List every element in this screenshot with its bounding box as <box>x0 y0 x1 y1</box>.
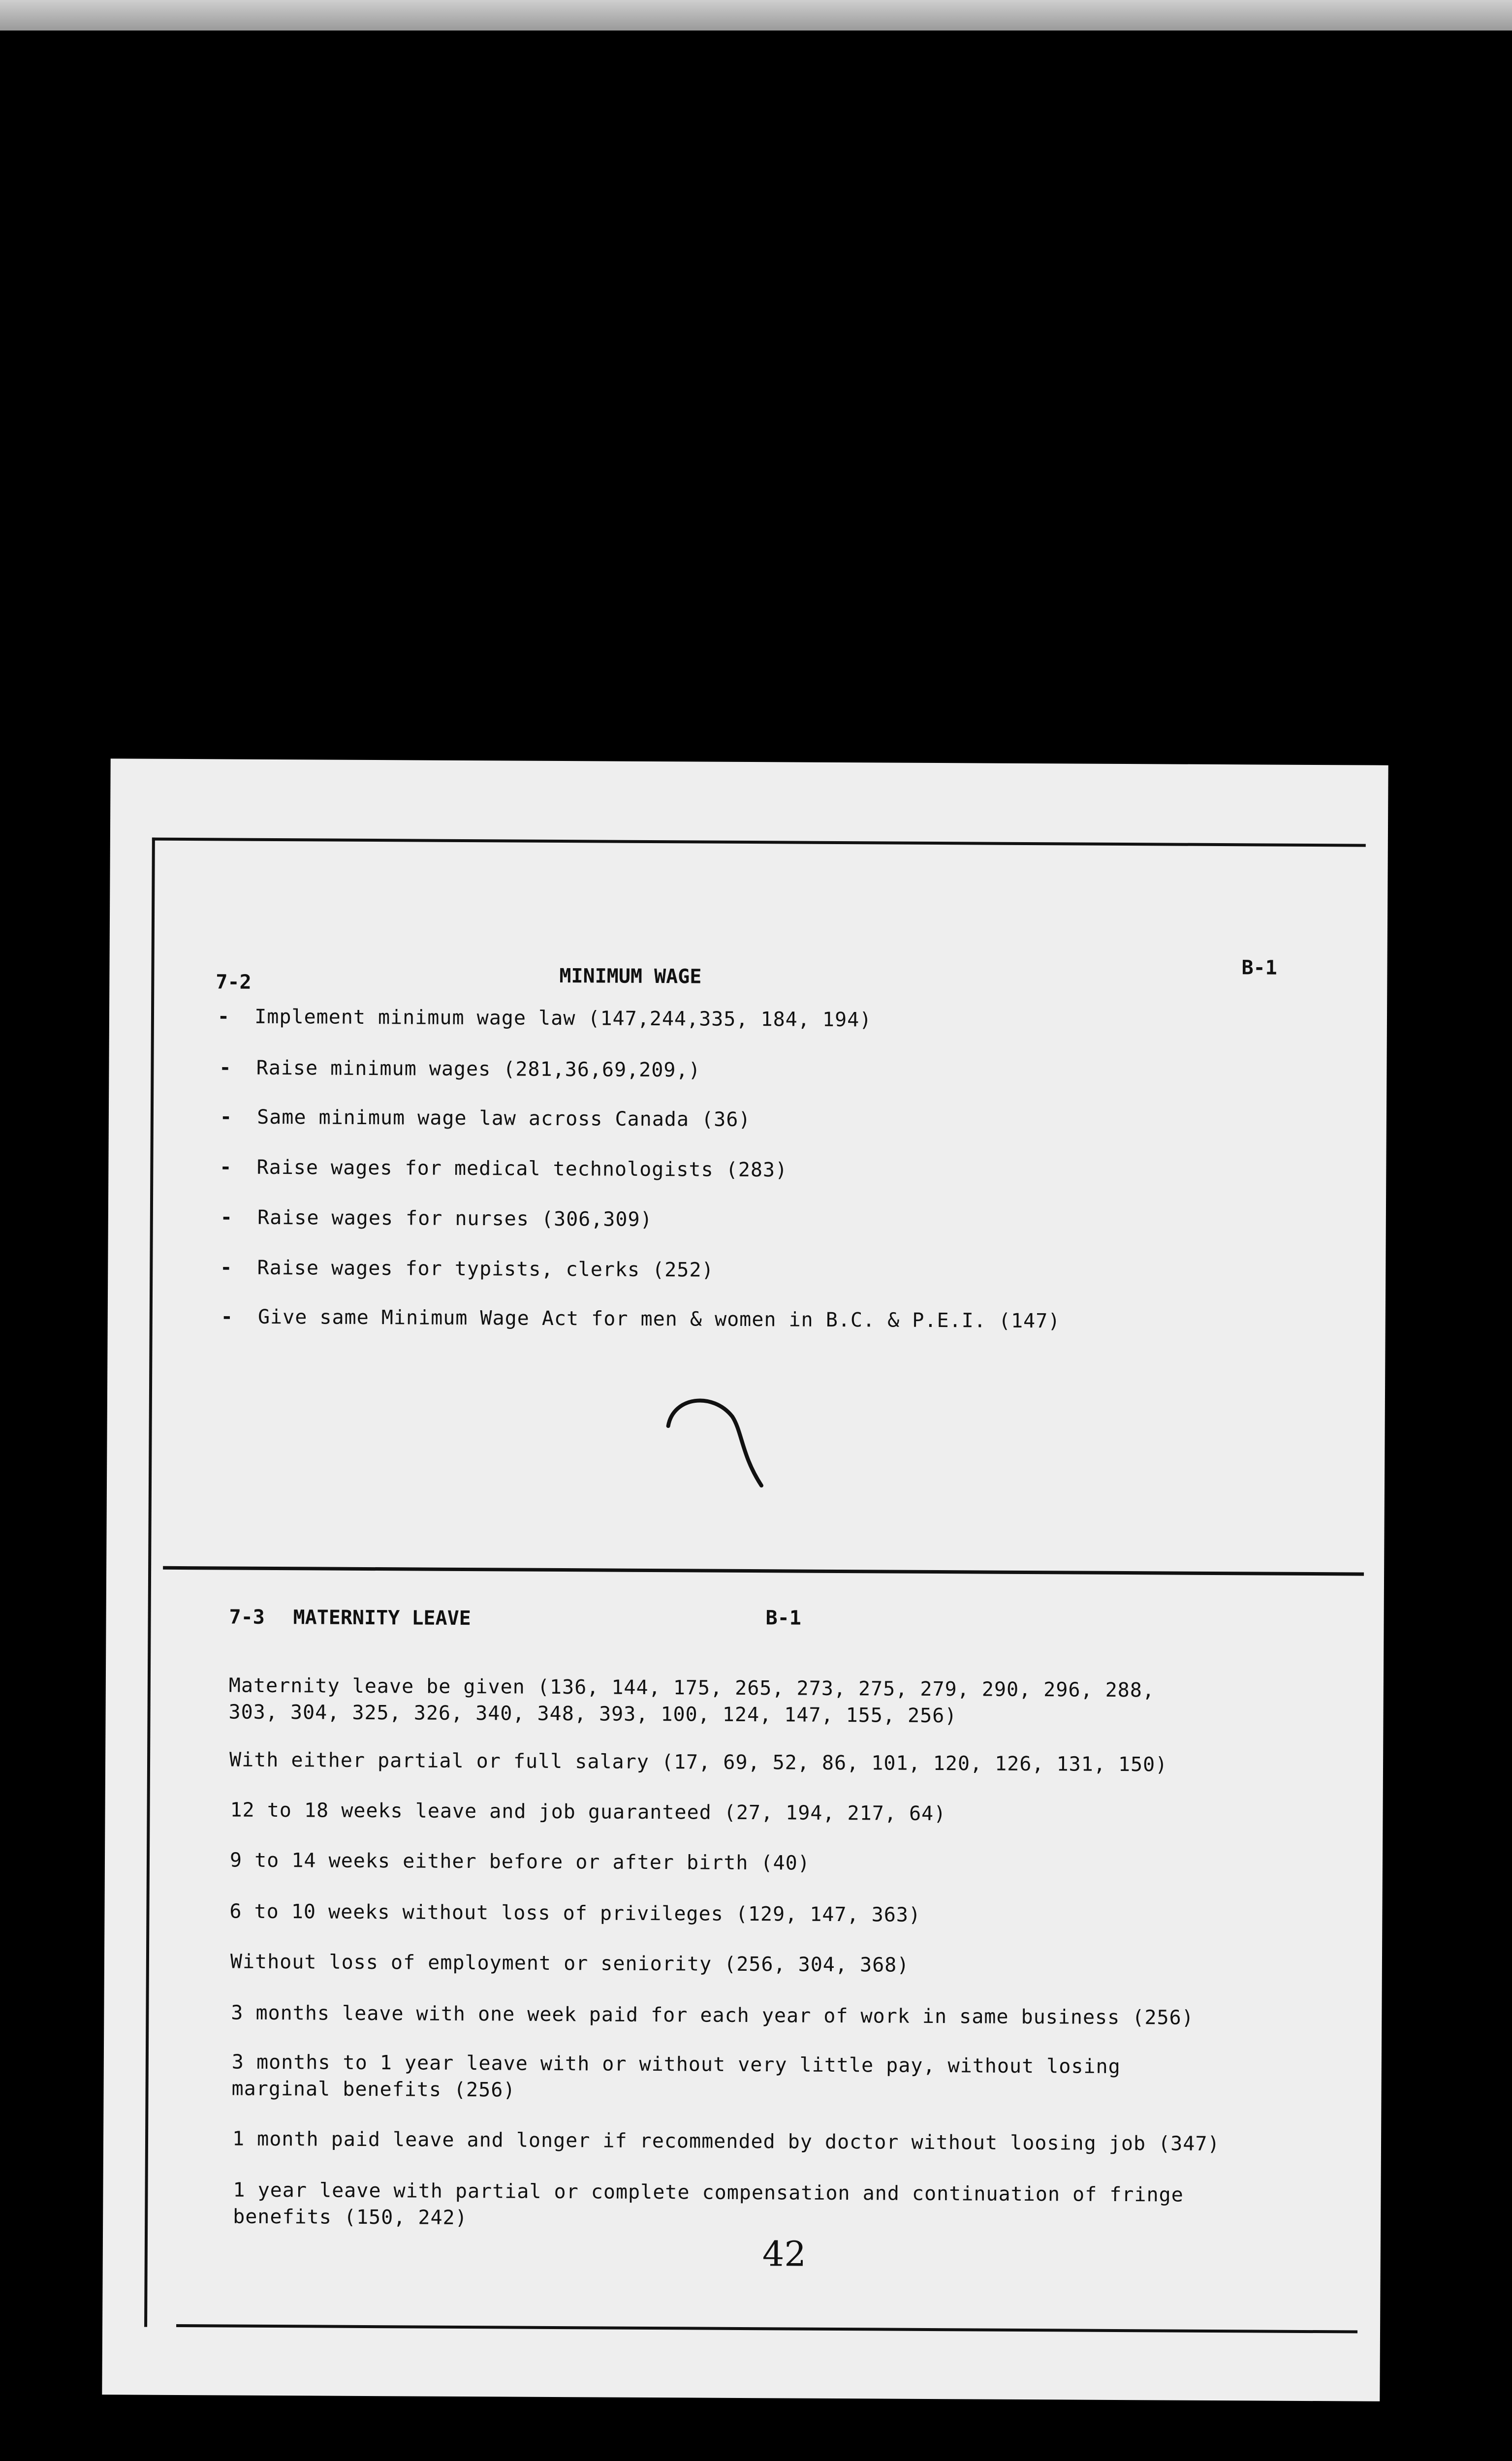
list-item: Without loss of employment or seniority (256, 304, 368) <box>230 1950 910 1977</box>
list-item: - Raise wages for medical technologists (283) <box>220 1156 788 1182</box>
page-number: 42 <box>762 2234 807 2274</box>
section-ref: B-1 <box>1241 956 1277 979</box>
list-item: Maternity leave be given (136, 144, 175, 265, 273, 275, 279, 290, 296, 288, 303, 304, 325, 326, 340, 348, 393, 100, 124, 147, 155, 256) <box>228 1674 1155 1728</box>
item-text: Raise wages for medical technologists (283) <box>256 1156 788 1182</box>
list-item: 3 months leave with one week paid for each year of work in same business (256) <box>231 2001 1194 2029</box>
list-item: - Implement minimum wage law (147,244,335, 184, 194) <box>217 1005 872 1032</box>
scribble-mark <box>658 1387 777 1505</box>
item-text: Raise wages for typists, clerks (252) <box>257 1256 714 1282</box>
list-item: 1 month paid leave and longer if recommended by doctor without loosing job (347) <box>232 2127 1220 2156</box>
list-item: - Raise minimum wages (281,36,69,209,) <box>219 1056 701 1082</box>
list-item: 1 year leave with partial or complete compensation and continuation of fringe benefits (150, 242) <box>233 2178 1184 2230</box>
section-title: MATERNITY LEAVE <box>293 1606 471 1630</box>
section-title: MINIMUM WAGE <box>559 965 702 988</box>
list-item: - Raise wages for typists, clerks (252) <box>220 1256 714 1282</box>
list-item: 9 to 14 weeks either before or after birth (40) <box>229 1849 810 1875</box>
list-item: 12 to 18 weeks leave and job guaranteed (27, 194, 217, 64) <box>230 1798 946 1826</box>
section-ref: B-1 <box>765 1607 801 1630</box>
list-item: With either partial or full salary (17, 69, 52, 86, 101, 120, 126, 131, 150) <box>229 1748 1168 1776</box>
item-text: Raise wages for nurses (306,309) <box>257 1206 653 1231</box>
item-text: Raise minimum wages (281,36,69,209,) <box>256 1056 701 1082</box>
item-text: Same minimum wage law across Canada (36) <box>257 1105 751 1132</box>
item-text: Implement minimum wage law (147,244,335, 184, 194) <box>254 1005 872 1032</box>
list-item: - Raise wages for nurses (306,309) <box>220 1206 653 1231</box>
list-item: - Same minimum wage law across Canada (36) <box>220 1105 751 1132</box>
section-code: 7-2 <box>216 971 252 994</box>
film-edge <box>0 0 1512 31</box>
section-code: 7-3 <box>229 1606 265 1629</box>
list-item: - Give same Minimum Wage Act for men & women in B.C. & P.E.I. (147) <box>220 1305 1061 1333</box>
item-text: Give same Minimum Wage Act for men & women in B.C. & P.E.I. (147) <box>257 1305 1061 1333</box>
index-card <box>102 758 1388 2401</box>
list-item: 3 months to 1 year leave with or without very little pay, without losing marginal benefits (256) <box>231 2051 1121 2102</box>
list-item: 6 to 10 weeks without loss of privileges (129, 147, 363) <box>229 1900 921 1926</box>
